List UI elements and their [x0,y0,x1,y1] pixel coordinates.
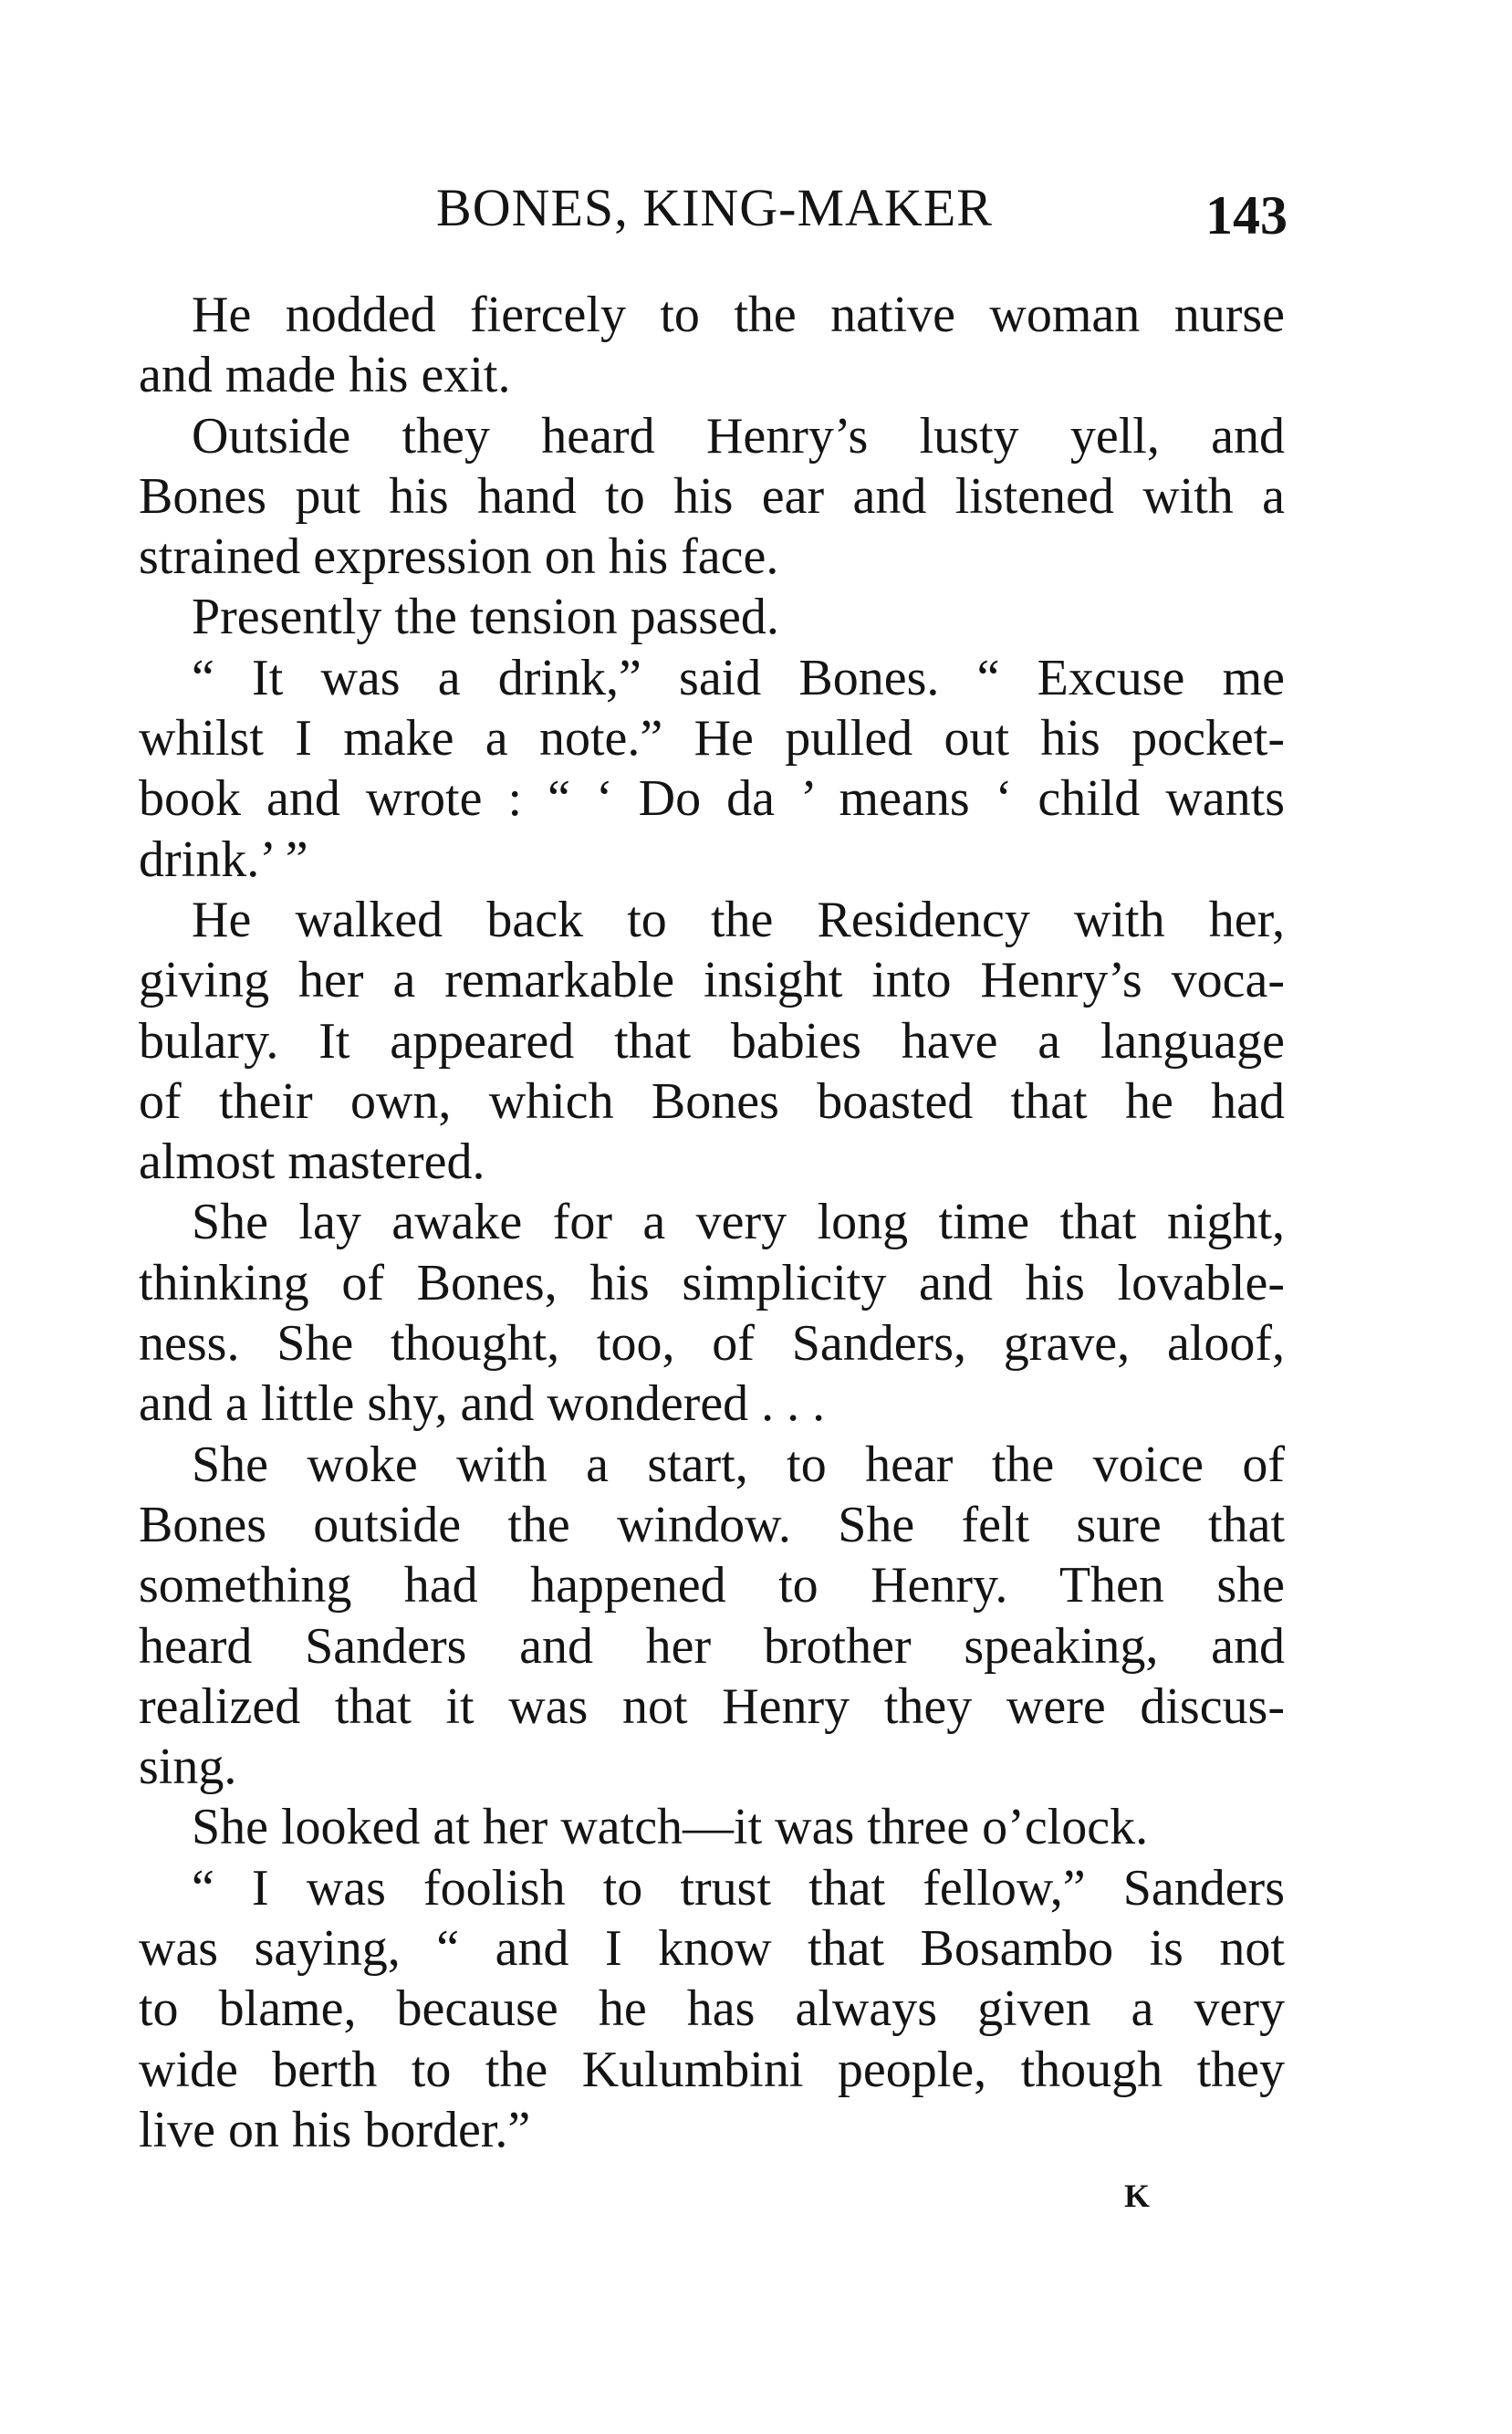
text-line: She woke with a start, to hear the voice of [192,1436,1285,1493]
text-line: book and wrote : “ ‘ Do da ’ means ‘ child wants [139,770,1285,828]
text-line: sing. [139,1739,237,1796]
body-text [139,285,1285,2160]
text-line: “ It was a drink,” said Bones. “ Excuse me [192,649,1285,706]
text-line: He nodded fiercely to the native woman nurse [192,287,1285,343]
text-line: bulary. It appeared that babies have a language [139,1012,1285,1070]
text-line: giving her a remarkable insight into Henry’s voca- [139,952,1285,1009]
text-line: Bones put his hand to his ear and listened with a [139,467,1285,525]
text-line: whilst I make a note.” He pulled out his pocket- [139,710,1285,768]
text-line: Presently the tension passed. [192,589,779,646]
text-line: and a little shy, and wondered . . . [139,1375,826,1433]
text-line: heard Sanders and her brother speaking, and [139,1617,1285,1675]
text-line: strained expression on his face. [139,528,779,586]
text-line: Outside they heard Henry’s lusty yell, and [192,407,1285,465]
text-line: live on his border.” [139,2101,531,2158]
text-line: ness. She thought, too, of Sanders, grave, aloof, [139,1315,1285,1373]
text-line: to blame, because he has always given a very [139,1980,1285,2038]
text-line: Bones outside the window. She felt sure that [139,1496,1285,1553]
text-line: He walked back to the Residency with her, [192,891,1285,948]
text-line: almost mastered. [139,1133,485,1191]
text-line: was saying, “ and I know that Bosambo is not [139,1920,1285,1978]
text-line: of their own, which Bones boasted that he had [139,1072,1285,1130]
text-line: She looked at her watch—it was three o’clock. [192,1799,1149,1856]
text-line: thinking of Bones, his simplicity and his lovable- [139,1254,1285,1311]
text-line: “ I was foolish to trust that fellow,” Sanders [192,1859,1285,1917]
text-line: realized that it was not Henry they were discus- [139,1677,1285,1735]
text-line: wide berth to the Kulumbini people, though they [139,2041,1285,2098]
text-line: and made his exit. [139,347,511,404]
running-title: BONES, KING-MAKER [436,178,993,237]
page-header [141,176,1288,245]
text-line: something had happened to Henry. Then she [139,1557,1285,1614]
text-line: She lay awake for a very long time that night, [192,1194,1285,1251]
signature-mark: K [1124,2178,1151,2214]
text-line: drink.’ ” [139,830,308,888]
page-number: 143 [1205,185,1288,245]
